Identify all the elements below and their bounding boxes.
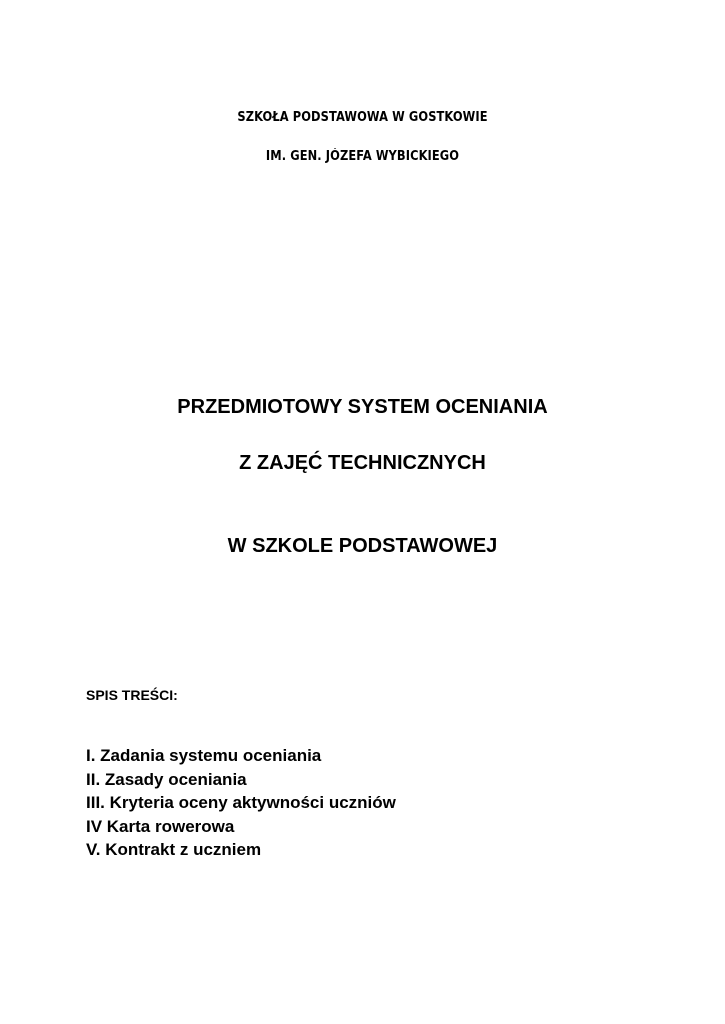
- school-patron: IM. GEN. JÓZEFA WYBICKIEGO: [265, 149, 460, 164]
- toc-heading: SPIS TREŚCI:: [86, 687, 178, 703]
- toc-item: V. Kontrakt z uczniem: [86, 840, 262, 859]
- toc-item: IV Karta rowerowa: [86, 816, 235, 836]
- toc-item: I. Zadania systemu oceniania: [86, 746, 322, 765]
- document-title-line-2: Z ZAJĘĆ TECHNICZNYCH: [239, 452, 486, 474]
- school-name: SZKOŁA PODSTAWOWA W GOSTKOWIE: [237, 110, 488, 125]
- toc-list: [86, 744, 396, 862]
- document-title-line-1: PRZEDMIOTOWY SYSTEM OCENIANIA: [177, 396, 548, 418]
- toc-item: III. Kryteria oceny aktywności uczniów: [86, 793, 396, 812]
- toc-item: II. Zasady oceniania: [86, 769, 247, 789]
- document-title-line-3: W SZKOLE PODSTAWOWEJ: [227, 535, 498, 557]
